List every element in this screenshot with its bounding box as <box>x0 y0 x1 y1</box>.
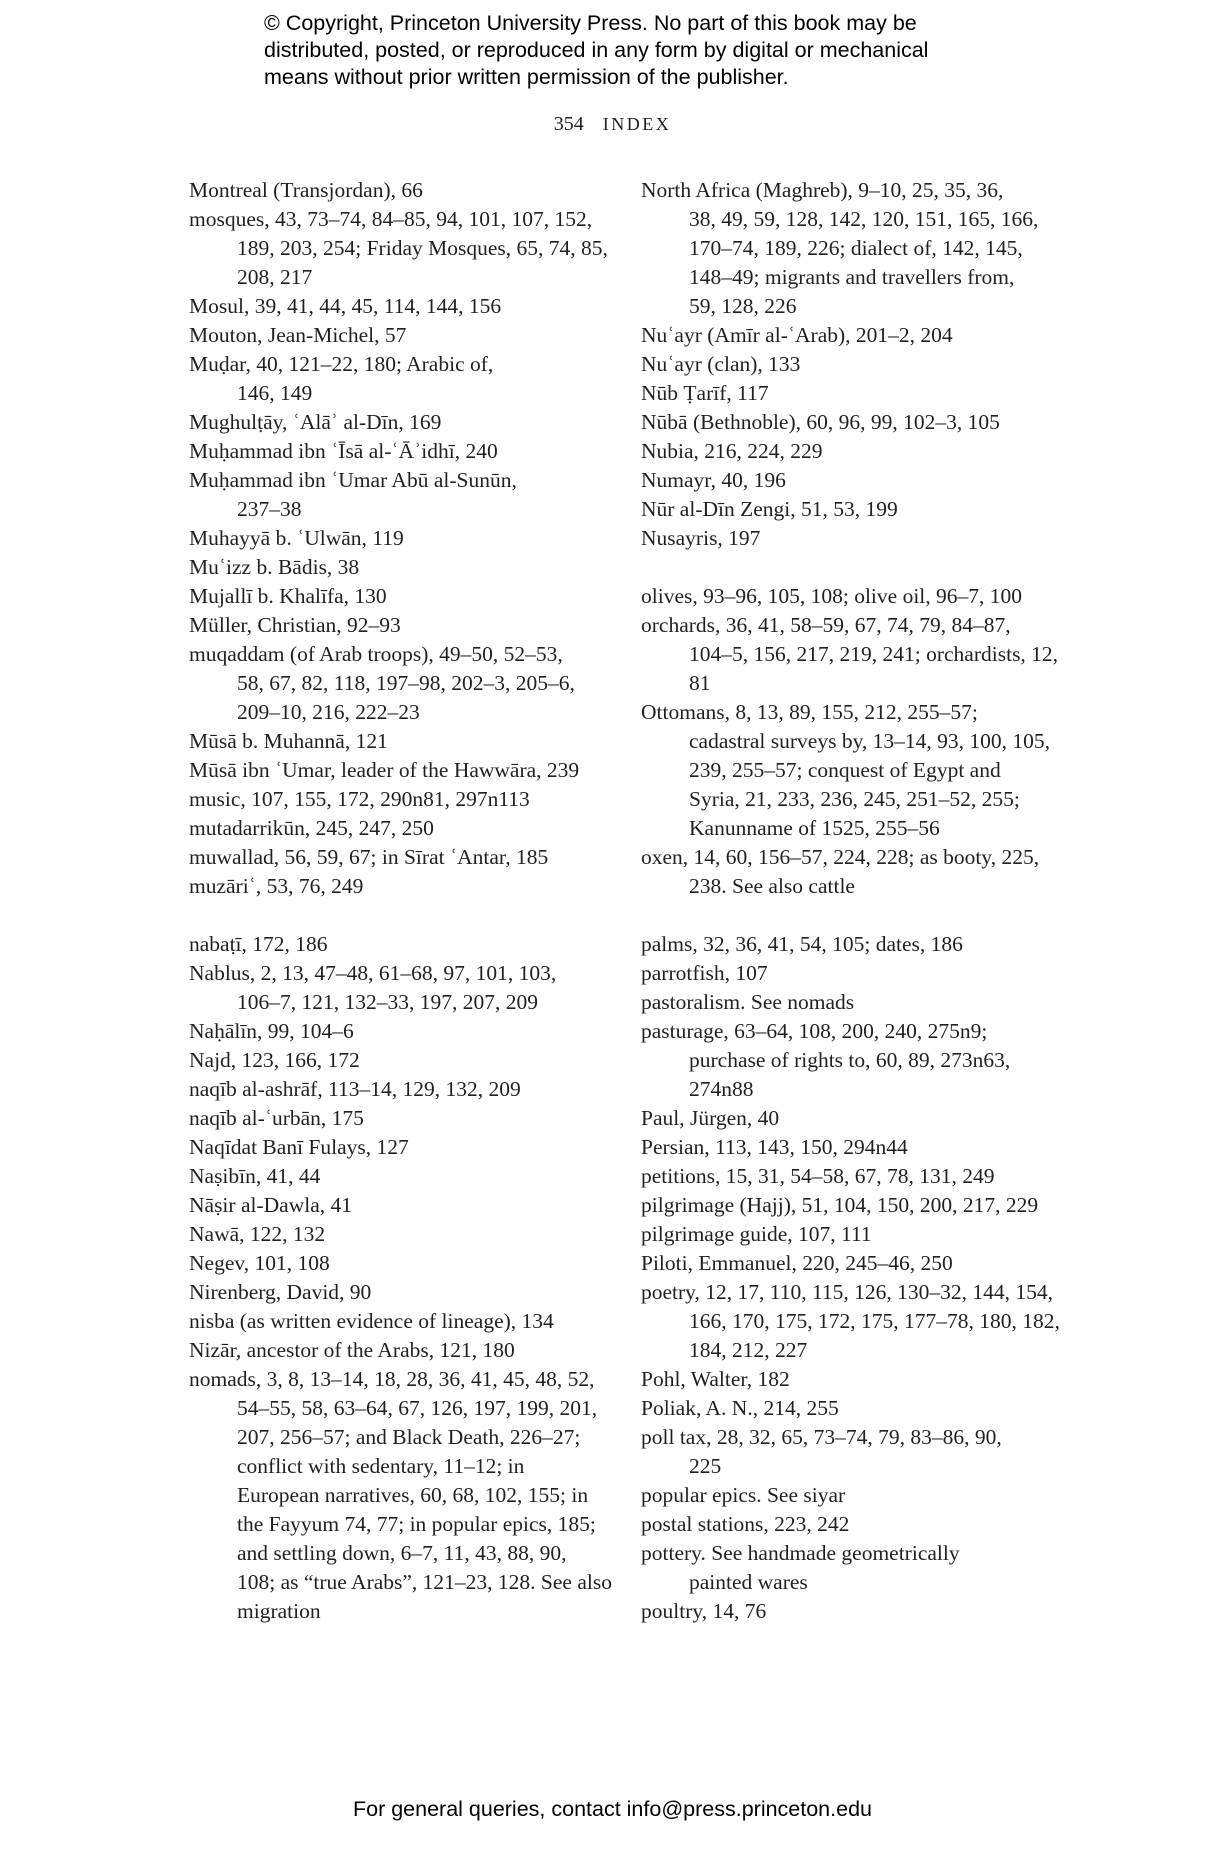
index-entry <box>641 1104 1061 1133</box>
section-title: INDEX <box>602 114 672 134</box>
index-entry <box>641 1191 1061 1220</box>
index-entry <box>641 524 1061 553</box>
index-column-left <box>189 176 612 1626</box>
index-entry-line: pasturage, 63–64, 108, 200, 240, 275n9; <box>641 1019 988 1043</box>
index-entry <box>189 727 609 756</box>
index-entry-line: Nubia, 216, 224, 229 <box>641 439 823 463</box>
index-entry-line: cadastral surveys by, 13–14, 93, 100, 105, <box>689 729 1051 753</box>
index-entry <box>641 1423 1061 1481</box>
index-entry-line: 104–5, 156, 217, 219, 241; orchardists, 12, <box>689 642 1059 666</box>
index-entry-line: European narratives, 60, 68, 102, 155; in <box>237 1483 589 1507</box>
index-entry-line: Mosul, 39, 41, 44, 45, 114, 144, 156 <box>189 294 502 318</box>
index-entry-line: Nusayris, 197 <box>641 526 761 550</box>
index-entry <box>189 350 609 408</box>
index-entry-line: pilgrimage guide, 107, 111 <box>641 1222 872 1246</box>
index-entry <box>641 1249 1061 1278</box>
index-entry-line: 225 <box>689 1454 722 1478</box>
index-entry <box>641 466 1061 495</box>
index-entry-line: Syria, 21, 233, 236, 245, 251–52, 255; <box>689 787 1020 811</box>
index-entry-line: Muḍar, 40, 121–22, 180; Arabic of, <box>189 352 494 376</box>
index-entry-line: popular epics. See siyar <box>641 1483 846 1507</box>
index-entry-line: Montreal (Transjordan), 66 <box>189 178 423 202</box>
index-entry <box>641 843 1061 901</box>
index-entry-line: Najd, 123, 166, 172 <box>189 1048 360 1072</box>
index-entry-line: Numayr, 40, 196 <box>641 468 786 492</box>
index-entry <box>641 582 1061 611</box>
index-entry <box>641 176 1061 321</box>
index-entry <box>189 1017 609 1046</box>
index-entry-line: Mouton, Jean-Michel, 57 <box>189 323 407 347</box>
index-entry <box>189 1249 609 1278</box>
index-entry-line: 170–74, 189, 226; dialect of, 142, 145, <box>689 236 1023 260</box>
index-entry-line: 239, 255–57; conquest of Egypt and <box>689 758 1001 782</box>
index-entry <box>641 350 1061 379</box>
index-entry <box>641 437 1061 466</box>
index-entry-line: poultry, 14, 76 <box>641 1599 767 1623</box>
index-entry <box>641 1278 1061 1365</box>
index-entry-line: Nizār, ancestor of the Arabs, 121, 180 <box>189 1338 515 1362</box>
index-entry-line: Nawā, 122, 132 <box>189 1222 326 1246</box>
index-entry <box>641 1394 1061 1423</box>
index-entry <box>189 1278 609 1307</box>
index-entry-line: 274n88 <box>689 1077 754 1101</box>
index-entry-line: Nuʿayr (Amīr al-ʿArab), 201–2, 204 <box>641 323 953 347</box>
index-entry <box>189 930 609 959</box>
index-entry <box>189 843 609 872</box>
index-entry-line: nabaṭī, 172, 186 <box>189 932 328 956</box>
index-entry-line: 38, 49, 59, 128, 142, 120, 151, 165, 166, <box>689 207 1039 231</box>
index-entry <box>641 988 1061 1017</box>
index-entry-line: Nuʿayr (clan), 133 <box>641 352 801 376</box>
index-entry-line: mutadarrikūn, 245, 247, 250 <box>189 816 434 840</box>
index-entry-line: Poliak, A. N., 214, 255 <box>641 1396 839 1420</box>
index-entry <box>641 611 1061 698</box>
index-entry-line: Nirenberg, David, 90 <box>189 1280 372 1304</box>
index-entry <box>641 1365 1061 1394</box>
index-entry-line: mosques, 43, 73–74, 84–85, 94, 101, 107, 152, <box>189 207 593 231</box>
index-entry-line: muzāriʿ, 53, 76, 249 <box>189 874 364 898</box>
index-entry-line: North Africa (Maghreb), 9–10, 25, 35, 36, <box>641 178 1004 202</box>
index-entry <box>189 1104 609 1133</box>
index-entry-line: Piloti, Emmanuel, 220, 245–46, 250 <box>641 1251 953 1275</box>
index-entry <box>189 205 609 292</box>
index-entry-line: migration <box>237 1599 321 1623</box>
index-entry-line: 106–7, 121, 132–33, 197, 207, 209 <box>237 990 538 1014</box>
index-column-right <box>641 176 1061 1626</box>
index-entry <box>189 524 609 553</box>
index-entry <box>189 1336 609 1365</box>
index-entry-line: Müller, Christian, 92–93 <box>189 613 401 637</box>
index-entry <box>189 176 609 205</box>
footer-contact: For general queries, contact info@press.princeton.edu <box>352 1797 872 1821</box>
index-entry-line: 81 <box>689 671 711 695</box>
index-entry <box>189 1307 609 1336</box>
index-entry-line: Nāṣir al-Dawla, 41 <box>189 1193 352 1217</box>
index-entry-line: pottery. See handmade geometrically <box>641 1541 960 1565</box>
index-entry <box>641 1017 1061 1104</box>
copyright-line: distributed, posted, or reproduced in any form by digital or mechanical <box>264 38 929 62</box>
index-entry-line: 189, 203, 254; Friday Mosques, 65, 74, 85, <box>237 236 608 260</box>
index-entry-line: Mūsā b. Muhannā, 121 <box>189 729 388 753</box>
index-entry-line: pastoralism. See nomads <box>641 990 855 1014</box>
index-entry <box>641 379 1061 408</box>
index-entry <box>641 1510 1061 1539</box>
running-head <box>0 113 1225 136</box>
section-gap <box>641 901 1061 930</box>
index-entry <box>641 959 1061 988</box>
index-entry-line: muwallad, 56, 59, 67; in Sīrat ʿAntar, 185 <box>189 845 549 869</box>
index-entry-line: conflict with sedentary, 11–12; in <box>237 1454 525 1478</box>
index-entry-line: postal stations, 223, 242 <box>641 1512 850 1536</box>
index-entry-line: purchase of rights to, 60, 89, 273n63, <box>689 1048 1011 1072</box>
index-entry-line: 148–49; migrants and travellers from, <box>689 265 1015 289</box>
index-entry-line: 108; as “true Arabs”, 121–23, 128. See also <box>237 1570 612 1594</box>
index-entry-line: Naḥālīn, 99, 104–6 <box>189 1019 354 1043</box>
index-entry <box>189 1133 609 1162</box>
index-entry-line: nomads, 3, 8, 13–14, 18, 28, 36, 41, 45, 48, 52, <box>189 1367 595 1391</box>
section-gap <box>189 901 609 930</box>
index-entry-line: 166, 170, 175, 172, 175, 177–78, 180, 182, <box>689 1309 1060 1333</box>
index-entry <box>189 959 609 1017</box>
index-entry-line: and settling down, 6–7, 11, 43, 88, 90, <box>237 1541 567 1565</box>
index-entry-line: palms, 32, 36, 41, 54, 105; dates, 186 <box>641 932 963 956</box>
index-entry-line: Muḥammad ibn ʿĪsā al-ʿĀʾidhī, 240 <box>189 439 498 463</box>
index-entry-line: 237–38 <box>237 497 302 521</box>
index-entry-line: Nablus, 2, 13, 47–48, 61–68, 97, 101, 103, <box>189 961 557 985</box>
index-entry-line: orchards, 36, 41, 58–59, 67, 74, 79, 84–87, <box>641 613 1011 637</box>
index-entry <box>641 321 1061 350</box>
index-entry-line: 209–10, 216, 222–23 <box>237 700 420 724</box>
index-entry <box>189 553 609 582</box>
index-entry <box>641 1539 1061 1597</box>
index-entry-line: Nūr al-Dīn Zengi, 51, 53, 199 <box>641 497 898 521</box>
index-entry <box>189 292 609 321</box>
index-entry-line: 146, 149 <box>237 381 313 405</box>
index-entry <box>641 930 1061 959</box>
index-entry <box>189 640 609 727</box>
index-entry-line: Ottomans, 8, 13, 89, 155, 212, 255–57; <box>641 700 978 724</box>
copyright-line: © Copyright, Princeton University Press. No part of this book may be <box>264 11 917 35</box>
index-entry <box>641 698 1061 843</box>
index-entry <box>189 1365 612 1626</box>
copyright-line: means without prior written permission of the publisher. <box>264 65 789 89</box>
index-entry-line: the Fayyum 74, 77; in popular epics, 185; <box>237 1512 596 1536</box>
index-entry-line: 58, 67, 82, 118, 197–98, 202–3, 205–6, <box>237 671 575 695</box>
index-entry-line: 238. See also cattle <box>689 874 855 898</box>
index-entry-line: parrotfish, 107 <box>641 961 768 985</box>
index-entry <box>189 611 609 640</box>
index-entry <box>189 756 609 785</box>
index-entry <box>641 1481 1061 1510</box>
index-entry-line: Naqīdat Banī Fulays, 127 <box>189 1135 409 1159</box>
index-entry-line: Naṣibīn, 41, 44 <box>189 1164 321 1188</box>
index-entry <box>189 582 609 611</box>
index-entry <box>189 1046 609 1075</box>
index-entry <box>641 1133 1061 1162</box>
index-entry-line: Persian, 113, 143, 150, 294n44 <box>641 1135 908 1159</box>
index-entry-line: 184, 212, 227 <box>689 1338 808 1362</box>
index-entry-line: pilgrimage (Hajj), 51, 104, 150, 200, 217, 229 <box>641 1193 1039 1217</box>
index-entry <box>641 1162 1061 1191</box>
index-entry-line: painted wares <box>689 1570 808 1594</box>
index-entry <box>189 814 609 843</box>
index-entry-line: oxen, 14, 60, 156–57, 224, 228; as booty, 225, <box>641 845 1040 869</box>
index-entry-line: Muhayyā b. ʿUlwān, 119 <box>189 526 404 550</box>
index-entry <box>189 408 609 437</box>
index-entry <box>189 466 609 524</box>
copyright-notice <box>264 10 1024 91</box>
section-gap <box>641 553 1061 582</box>
index-entry-line: 59, 128, 226 <box>689 294 797 318</box>
index-entry-line: petitions, 15, 31, 54–58, 67, 78, 131, 249 <box>641 1164 995 1188</box>
index-entry-line: Pohl, Walter, 182 <box>641 1367 790 1391</box>
index-entry-line: olives, 93–96, 105, 108; olive oil, 96–7, 100 <box>641 584 1023 608</box>
index-entry <box>641 408 1061 437</box>
index-entry <box>641 1220 1061 1249</box>
page-number: 354 <box>553 113 584 135</box>
index-entry <box>641 1597 1061 1626</box>
index-entry-line: Negev, 101, 108 <box>189 1251 330 1275</box>
index-entry-line: 54–55, 58, 63–64, 67, 126, 197, 199, 201, <box>237 1396 598 1420</box>
index-entry-line: Mujallī b. Khalīfa, 130 <box>189 584 387 608</box>
index-entry-line: Muʿizz b. Bādis, 38 <box>189 555 360 579</box>
index-entry-line: music, 107, 155, 172, 290n81, 297n113 <box>189 787 530 811</box>
index-entry-line: naqīb al-ashrāf, 113–14, 129, 132, 209 <box>189 1077 521 1101</box>
index-entry-line: Paul, Jürgen, 40 <box>641 1106 780 1130</box>
index-entry-line: Muḥammad ibn ʿUmar Abū al-Sunūn, <box>189 468 517 492</box>
index-entry <box>189 872 609 901</box>
index-entry-line: 208, 217 <box>237 265 313 289</box>
index-entry-line: nisba (as written evidence of lineage), 134 <box>189 1309 554 1333</box>
index-entry <box>641 495 1061 524</box>
index-entry-line: Kanunname of 1525, 255–56 <box>689 816 940 840</box>
index-entry <box>189 437 609 466</box>
index-entry-line: poll tax, 28, 32, 65, 73–74, 79, 83–86, 90, <box>641 1425 1002 1449</box>
index-entry-line: 207, 256–57; and Black Death, 226–27; <box>237 1425 581 1449</box>
index-entry-line: Mughulṭāy, ʿAlāʾ al-Dīn, 169 <box>189 410 442 434</box>
index-entry <box>189 1191 609 1220</box>
index-entry-line: Nūbā (Bethnoble), 60, 96, 99, 102–3, 105 <box>641 410 1000 434</box>
index-entry <box>189 1162 609 1191</box>
index-entry-line: poetry, 12, 17, 110, 115, 126, 130–32, 144, 154, <box>641 1280 1054 1304</box>
index-entry-line: muqaddam (of Arab troops), 49–50, 52–53, <box>189 642 563 666</box>
index-entry <box>189 1075 609 1104</box>
index-entry <box>189 785 609 814</box>
index-entry-line: Mūsā ibn ʿUmar, leader of the Hawwāra, 239 <box>189 758 580 782</box>
index-entry <box>189 321 609 350</box>
index-entry <box>189 1220 609 1249</box>
index-entry-line: Nūb Ṭarīf, 117 <box>641 381 769 405</box>
index-entry-line: naqīb al-ʿurbān, 175 <box>189 1106 364 1130</box>
